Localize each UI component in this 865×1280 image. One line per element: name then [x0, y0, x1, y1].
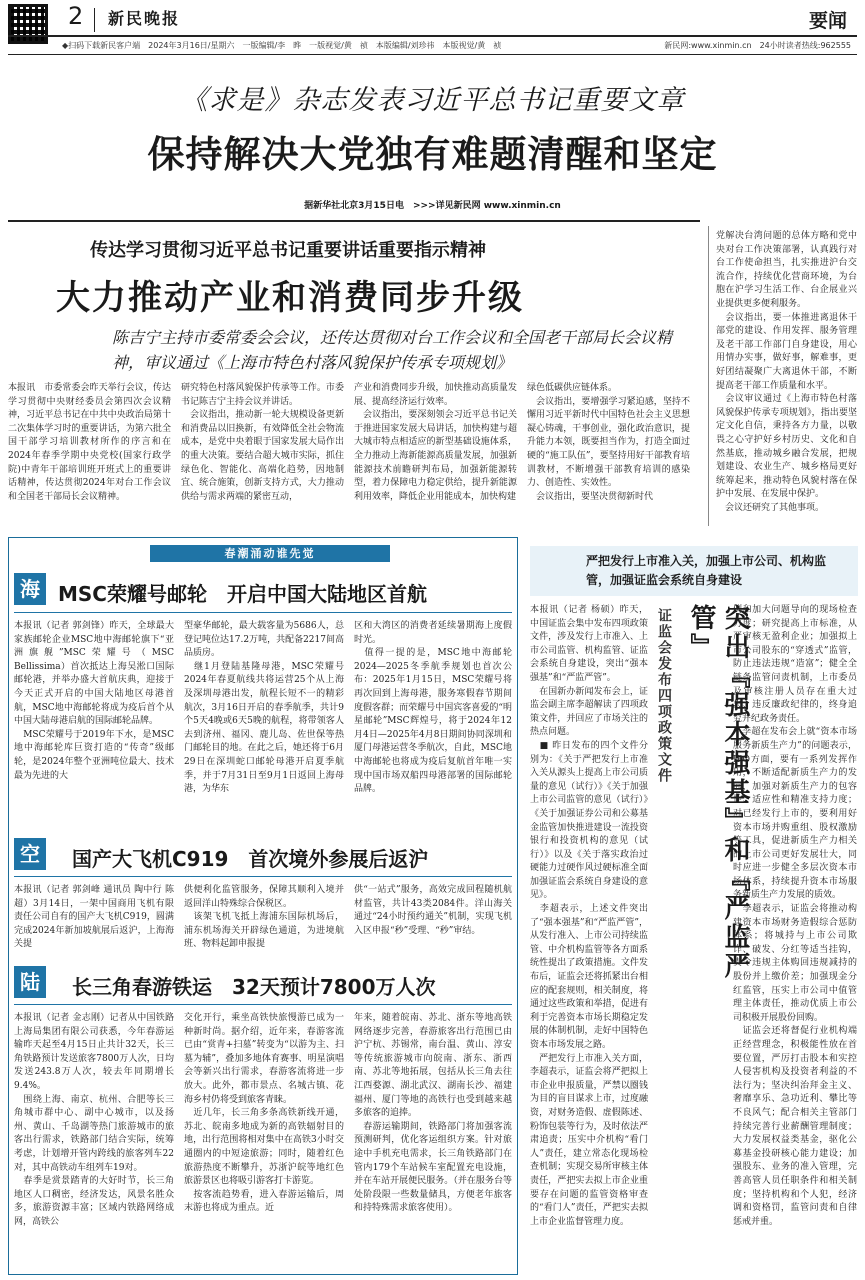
air-tag: 空 [14, 838, 46, 870]
land-column-1: 本报讯（记者 金志刚）记者从中国铁路上海局集团有限公司获悉，今年春游运输昨天起至4月15日止共计32天，长三角铁路预计发送旅客7800万人次，日均发送243.8万人次，较去年同期增长9.4%。 围绕上海、南京、杭州、合肥等长三角城市群中心、副中心城市，以及扬州、黄山、千岛湖等热门旅游城市的旅客出行需求，铁路部门结合实际，统筹考虑，计划增开管内跨线的旅客列车22对，其中高铁动车组列车19对。 春季是赏景踏青的大好时节，长三角地区人口稠密，经济发达，风景名胜众多，旅游资源丰富；区域内铁路网络成网，高铁公 [14, 1013, 174, 1227]
story-column-2: 研究特色村落风貌保护传承等工作。市委书记陈吉宁主持会议并讲话。 会议指出，推动新一轮大规模设备更新和消费品以旧换新，有效降低全社会物流成本，是党中央着眼于国家发展大局作出的重大决策。要结合超大城市实际，抓住绿色化、智能化、高端化趋势，因地制宜、统合施策，创新支持方式，大力推动供给与需求两端的紧密互动， [181, 383, 344, 502]
csrc-column-1: 本报讯（记者 杨硕）昨天，中国证监会集中发布四项政策文件，涉及发行上市准入、上市公司监管、机构监管、证监会系统自身建设，突出“强本强基”和“严监严管”。 在国新办新闻发布会上，证监会副主席李超解读了四项政策文件，并回应了市场关注的热点问题。 ■ 昨日发布的四个文件分别为：《关于严把发行上市准入关从源头上提高上市公司质量的意见（试行）》《关于加强上市公司监管的意见（试行）》《关于加强证券公司和公募基金监管加快推进建设一流投资银行和投资机构的意见（试行）》以及《关于落实政治过硬能力过硬作风过硬标准全面加强证监会系统自身建设的意见》。 李超表示，上述文件突出了“强本强基”和“严监严管”，从发行准入、上市公司持续监管、中介机构监管等各方面系统性提出了政策措施。文件发布后，证监会还将抓紧出台相应的配套规则，相关制度，将通过这些政策和举措，促进有利于完善资本市场长期稳定发展的体制机制，走好中国特色资本市场发展之路。 严把发行上市准入关方面，李超表示，证监会将严把拟上市企业申报质量，严禁以圈钱为目的盲目谋求上市，过度融资，对财务造假、虚假陈述、粉饰包装等行为，及时依法严肃追责；压实中介机构“看门人”责任，建立常态化现场检查机制；实现交易所审核主体责任，严把实去拟上市企业重要存在问题的监管资格审查的“看门人”责任，严把实去拟上市企业监督管理力度。 [530, 605, 648, 1227]
story-headline: 大力推动产业和消费同步升级 [56, 278, 524, 318]
feature-banner: 春潮涌动谁先觉 [150, 545, 390, 562]
sea-tag: 海 [14, 573, 46, 605]
edition-info: ◆扫码下载新民客户端 2024年3月16日/星期六 一版编辑/李 晔 一版视觉/黄 祯 本版编辑/刘珍祎 本版视觉/黄 祯 [62, 41, 502, 50]
lead-pretitle: 《求是》杂志发表习近平总书记重要文章 [180, 85, 685, 116]
page-number: 2 [68, 2, 84, 30]
sea-column-3: 区和大湾区的消费者延续暑期海上度假时光。 值得一提的是，MSC地中海邮轮2024—2025冬季航季规划也首次公布：2025年1月15日，MSC荣耀号将再次回到上海母港，服务寒假春节期间度假客群；而荣耀号中国宾客喜爱的“明星邮轮”MSC辉煌号，将于2024年12月4日—2025年4月8日期间协同深圳和厦门母港运营冬季航次，自此，MSC地中海邮轮也将成为疫后复航首年唯一实现中国市场双船四母港部署的国际邮轮品牌。 [354, 621, 512, 795]
csrc-summary-box [530, 546, 858, 596]
csrc-kicker: 证监会发布四项政策文件 [656, 608, 672, 784]
lead-headline: 保持解决大党独有难题清醒和坚定 [147, 133, 718, 176]
csrc-headline: 突出『强本强基』和『严监严管』 [686, 604, 750, 981]
lead-dateline: 据新华社北京3月15日电 >>>详见新民网 www.xinmin.cn [304, 201, 561, 211]
air-column-2: 供便利化监管服务，保障其顺利入境并返回洋山特殊综合保税区。 该架飞机飞抵上海浦东国际机场后，浦东机场海关开辟绿色通道，为进境航班、物料起卸申报提 [184, 885, 344, 950]
air-column-1: 本报讯（记者 郭剑峰 通讯员 陶中行 陈超）3月14日，一架中国商用飞机有限责任公司自有的国产大飞机C919，圆满完成2024年新加坡航展后返沪，上海海关提 [14, 885, 174, 950]
land-headline: 长三角春游铁运 32天预计7800万人次 [72, 975, 436, 999]
story-pretitle: 传达学习贯彻习近平总书记重要讲话重要指示精神 [90, 240, 486, 261]
story-column-4: 绿色低碳供应链体系。 会议指出，要增强学习紧迫感，坚持不懈用习近平新时代中国特色社会主义思想凝心铸魂，干事创业，强化政治意识，提升能力本领，既要担当作为，打造全面过硬的“施工队伍”，要坚持用好干部教育培训教材，不断增强干部教育培训的感染力、创造性、实效性。 会议指出，要坚决贯彻新时代 [527, 383, 690, 502]
masthead-logo: 新民晚报 [108, 9, 181, 28]
story-column-1: 本报讯 市委常委会昨天举行会议，传达学习贯彻中央财经委员会第四次会议精神，习近平总书记在中共中央政治局第十二次集体学习时的重要讲话，为第六批全国干部学习培训教材所作的序言和在2024年春季学期中央党校(国家行政学院)中青年干部培训班开班式上的重要讲话精神，传达贯彻2024年对台工作会议和全国老干部局长会议精神。 [8, 383, 171, 502]
lead-rule [8, 220, 700, 222]
header-divider [94, 8, 95, 32]
sea-column-1: 本报讯（记者 郭剑锋）昨天，全球最大家族邮轮企业MSC地中海邮轮旗下“亚洲旗舰”MSC荣耀号（MSC Bellissima）首次抵达上海吴淞口国际邮轮港，并举办盛大首航庆典，迎接于今天正式开启的中国大陆地区母港首航，MSC地中海邮轮将成为疫后首个从中国大陆母港启航的国际邮轮品牌。 MSC荣耀号于2019年下水，是MSC地中海邮轮库巨资打造的“传奇”级邮轮，是2024年整个亚洲吨位最大、技术最为先进的大 [14, 621, 174, 781]
header-bottom-rule [8, 54, 857, 55]
column-divider [708, 226, 709, 526]
air-headline: 国产大飞机C919 首次境外参展后返沪 [72, 847, 429, 871]
land-tag: 陆 [14, 966, 46, 998]
story-column-3: 产业和消费同步升级，加快推动高质量发展、提高经济运行效率。 会议指出，要深刻领会习近平总书记关于推进国家发展大局讲话，加快构建与超大城市特点相适应的新型基础设施体系，全力推动上海新能源高质量发展，加强新能源技术前瞻研判布局，加强新能源转型，着力保障电力稳定供给，提升新能源利用效率，降低企业用能成本，加快构建 [354, 383, 517, 502]
land-column-3: 年来，随着皖南、苏北、浙东等地高铁网络逐步完善，春游旅客出行范围已由沪宁杭、苏锡常，南台温、黄山、淳安等传统旅游城市向皖南、浙东、浙西南、苏北等地拓展，包括从长三角去往江西婺源、湖北武汉、湖南长沙、福建福州、厦门等地的高铁行也受到越来越多旅客的追捧。 春游运输期间，铁路部门将加强客流预测研判，优化客运组织方案。针对旅途中手机充电需求，长三角铁路部门在管内179个车站候车室配置充电设施，并在车站开展便民服务。（并在服务台等处阶段限一些数量储具，方便老年旅客和持特殊需求旅客使用）。 [354, 1013, 512, 1214]
csrc-summary: 严把发行上市准入关，加强上市公司、机构监管，加强证监会系统自身建设 [586, 554, 827, 587]
air-rule [14, 876, 512, 877]
section-title: 要闻 [808, 10, 847, 32]
air-column-3: 供“一站式”服务，高效完成回程随机航材监管，共计43类2084件。洋山海关通过“24小时预约通关”机制，实现飞机入区申报“秒”受理、“秒”审结。 [354, 885, 512, 936]
website-hotline: 新民网:www.xinmin.cn 24小时读者热线:962555 [664, 41, 851, 50]
sea-headline: MSC荣耀号邮轮 开启中国大陆地区首航 [58, 582, 427, 606]
land-rule [14, 1004, 512, 1005]
story-subtitle: 陈吉宁主持市委常委会会议，还传达贯彻对台工作会议和全国老干部局长会议精神，审议通过《上海市特色村落风貌保护传承专项规划》 [112, 328, 673, 372]
csrc-column-2: 例和加大问题导向的现场检查力度；研究提高上市标准，从严审核无盈利企业；加强拟上市公司股东的“穿透式”监管，防止违法违规“造富”；健全全链条监管问责机制，上市委员及审核注册人员存在重大过失、违反廉政纪律的，终身追究并纪政务责任。 李超在发布会上就“资本市场服务新质生产力”的问题表示，IPO方面，要有一系列发挥作用，不断适配新质生产力的发展，加强对新质生产力的包容性、适应性和精准支持力度；对已经发行上市的，要利用好资本市场并购重组、股权激励等工具，促进新质生产力相关的上市公司更好发展壮大，同时应进一步健全多层次资本市场体系，持续提升资本市场服务新质生产力发展的质效。 李超表示，证监会将推动构建资本市场财务造假综合惩防体系；将城持与上市公司欺诈、破发、分红等适当挂钩，责令违规主体购回违规减持的股份并上缴价差；加强现金分红监管，压实上市公司中值管理主体责任，推动优质上市公司积极开展股份回购。 证监会还将督促行业机构端正经营理念，积极能性放在首要位置，严厉打击股本和实控人侵害机构及投资者利益的不法行为；坚决纠治拜金主义、奢靡享乐、急功近利、攀比等不良风气；配合相关主管部门持续完善行业薪酬管理制度；大力发展权益类基金，驱化公募基金投研核心能力建设；加强股东、业务的准入管理，完善高管人员任职条件和相关制度；坚持机构和个人犯，经济调和资格罚，监管问责和自律惩戒并重。 [733, 605, 857, 1227]
qr-code-icon [8, 4, 48, 44]
story-column-5: 党解决台湾问题的总体方略和党中央对台工作决策部署，认真践行对台工作使命担当，扎实推进沪台交流合作，持续优化营商环境，为台胞在沪学习生活工作、台企展业兴业提供更多便利服务。 会议指出，要一体推进离退休干部党的建设、作用发挥、服务管理及老干部工作部门自身建设，用心用情办实事，做好事，解难事，更好团结凝聚广大离退休干部，不断提高老干部工作质量和水平。 会议审议通过《上海市特色村落风貌保护传承专项规划》，指出要坚定文化自信，秉持各方力量，以敬畏之心守护好乡村历史、文化和自然基底，推动城乡融合发展，把规划建设、农业生产、城乡格局更好统筹起来，推动特色风貌村落在保护中发展、在发展中保护。 会议还研究了其他事项。 [716, 231, 857, 513]
header-rule [8, 35, 857, 37]
sea-rule [14, 612, 512, 613]
land-column-2: 交化开行，乘坐高铁快旅慢游已成为一种新时尚。据介绍，近年来，春游客流已由“赏青+扫墓”转变为“以游为主、扫墓为辅”，叠加多地体育赛事、明星演唱会等新兴出行需求，春游客流将进一步放大。此外，都市景点、名城古镇、花海乡村仍将受到旅客青睐。 近几年，长三角多条高铁新线开通，苏北、皖南多地成为新的高铁辐射目的地，出行范围将相对集中在高铁3小时交通圈内的中短途旅游；同时，随着红色旅游热度不断攀升，苏浙沪皖等地红色旅游景区也将吸引游客打卡游览。 按客流趋势看，进入春游运输后，周末游也将成为重点。近 [184, 1013, 344, 1214]
sea-column-2: 型豪华邮轮，最大载客量为5686人，总登记吨位达17.2万吨，共配备2217间高品质房。 继1月登陆基隆母港，MSC荣耀号2024年春夏航线共将运营25个从上海及深圳母港出发，航程长短不一的精彩航次，3月16日开启的春季航季，共计9个5天4晚或6天5晚的航程，将带领客人去到济州、福冈、鹿儿岛、佐世保等热门邮轮目的地。在此之后，她还将于6月29日在深圳蛇口邮轮母港开启夏季航季，并于7月31日至9月1日返回上海母港，为华东 [184, 621, 344, 795]
